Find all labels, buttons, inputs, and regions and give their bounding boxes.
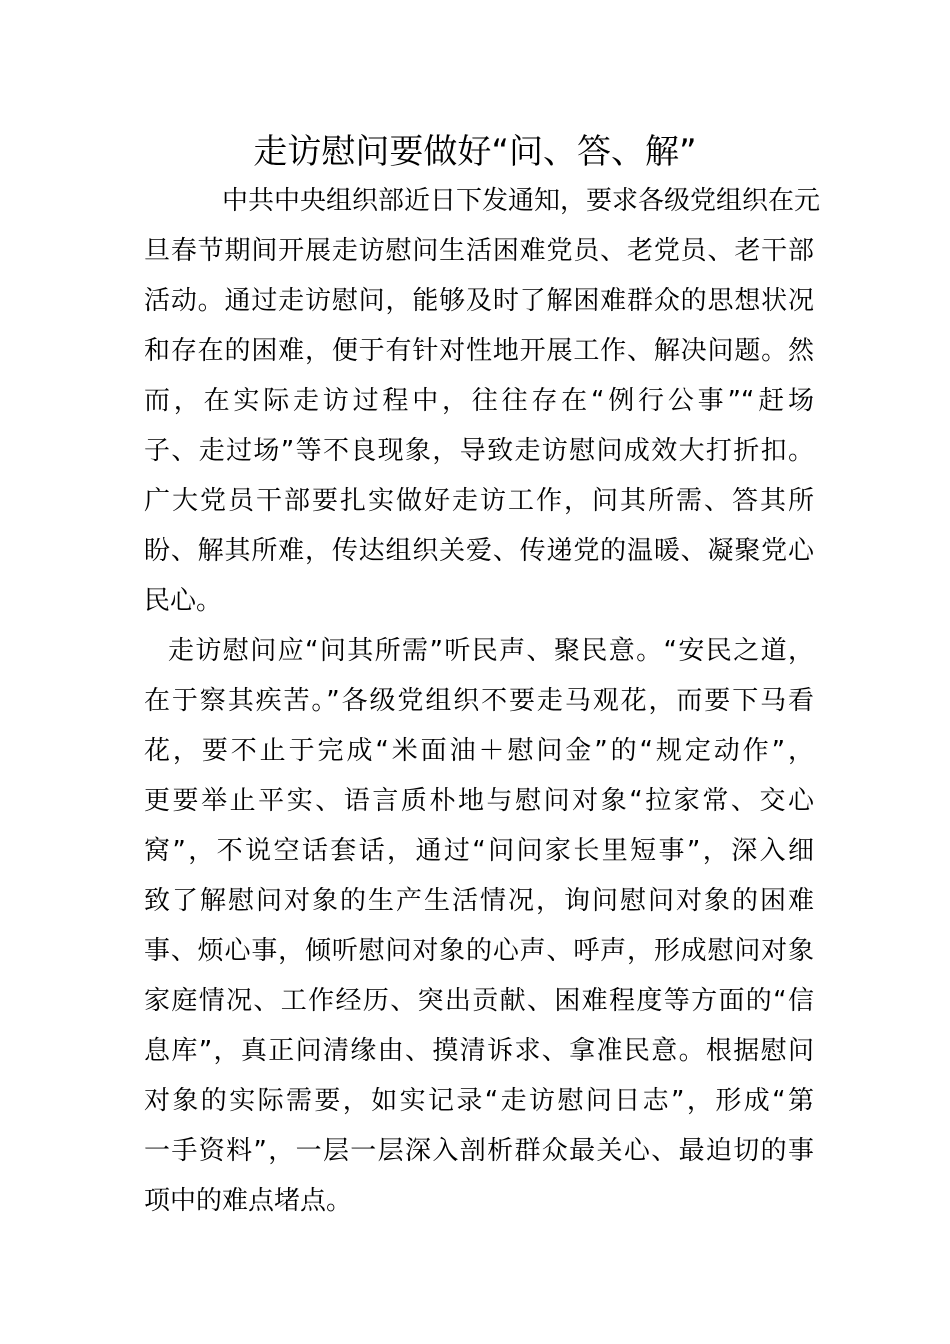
paragraph-1-line: 而，在实际走访过程中，往往存在“例行公事”“赶场	[144, 386, 814, 416]
paragraph-2-line: 在于察其疾苦。”各级党组织不要走马观花，而要下马看	[144, 686, 814, 716]
paragraph-1-line: 民心。	[144, 586, 223, 616]
paragraph-2-line: 更要举止平实、语言质朴地与慰问对象“拉家常、交心	[144, 786, 814, 816]
paragraph-2-line: 走访慰问应“问其所需”听民声、聚民意。“安民之道，	[168, 636, 814, 666]
paragraph-2-line: 事、烦心事，倾听慰问对象的心声、呼声，形成慰问对象	[144, 936, 814, 966]
paragraph-1-line: 旦春节期间开展走访慰问生活困难党员、老党员、老干部	[144, 236, 814, 266]
paragraph-2-line: 花，要不止于完成“米面油＋慰问金”的“规定动作”，	[144, 736, 814, 766]
paragraph-2-line: 窝”，不说空话套话，通过“问问家长里短事”，深入细	[144, 836, 814, 866]
paragraph-2	[144, 626, 814, 1226]
paragraph-2-line: 对象的实际需要，如实记录“走访慰问日志”，形成“第	[144, 1086, 814, 1116]
paragraph-2-line: 息库”，真正问清缘由、摸清诉求、拿准民意。根据慰问	[144, 1036, 814, 1066]
paragraph-1-line: 活动。通过走访慰问，能够及时了解困难群众的思想状况	[144, 286, 814, 316]
paragraph-2-line: 致了解慰问对象的生产生活情况，询问慰问对象的困难	[144, 886, 814, 916]
paragraph-1-line: 子、走过场”等不良现象，导致走访慰问成效大打折扣。	[144, 436, 814, 466]
paragraph-1-line: 中共中央组织部近日下发通知，要求各级党组织在元	[222, 186, 821, 216]
paragraph-2-line: 一手资料”，一层一层深入剖析群众最关心、最迫切的事	[144, 1136, 814, 1166]
paragraph-1-line: 盼、解其所难，传达组织关爱、传递党的温暖、凝聚党心	[144, 536, 814, 566]
document-title: 走访慰问要做好“问、答、解”	[253, 132, 697, 172]
paragraph-1-line: 广大党员干部要扎实做好走访工作，问其所需、答其所	[144, 486, 814, 516]
paragraph-1-line: 和存在的困难，便于有针对性地开展工作、解决问题。然	[144, 336, 814, 366]
paragraph-2-line: 家庭情况、工作经历、突出贡献、困难程度等方面的“信	[144, 986, 814, 1016]
paragraph-2-line: 项中的难点堵点。	[144, 1186, 353, 1216]
paragraph-1	[144, 176, 821, 626]
